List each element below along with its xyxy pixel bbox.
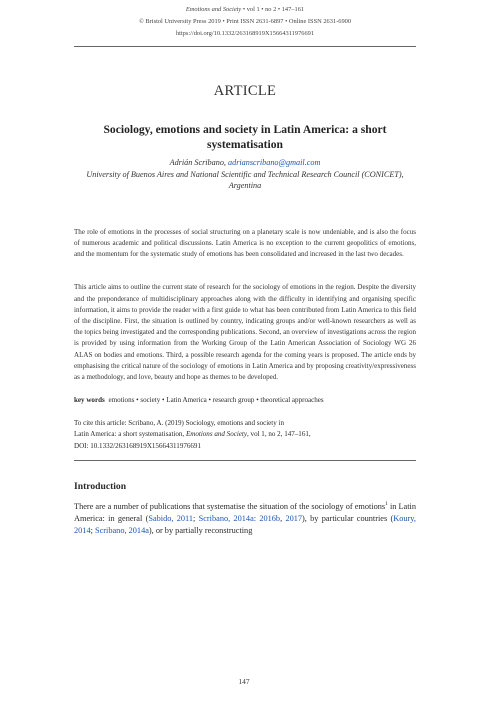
author-block [74,157,416,192]
citation-divider [74,460,416,461]
citation-doi[interactable]: DOI: 10.1332/263168919X15664311976691 [74,441,201,450]
publisher-line: © Bristol University Press 2019 • Print ISSN 2631-6897 • Online ISSN 2631-6900 [138,18,352,25]
ref-koury-2014[interactable]: Koury, 2014 [74,513,416,535]
citation-journal: Emotions and Society [185,430,248,439]
footnote-ref[interactable]: 1 [385,500,388,507]
citation-block [74,418,416,452]
author-line [74,157,416,169]
author-affiliation: University of Buenos Aires and National Scientific and Technical Research Council (CONICET), Argentina [86,169,404,191]
intro-text: ; [90,526,95,535]
abstract-paragraph: This article aims to outline the current state of research for the sociology of emotions in the region. Despite the diversity and the preponderance of multidisciplinary approaches along with the difficulty in identifying and organising specific information, it aims to provide the reader with a first guide to what has been contributed from Latin America to this field of the discipline. First, the situation is outlined by country, indicating groups and/or well-known researchers as well as the topics being investigated and the corresponding publications. Second, an overview of investigations across the region is provided by using information from the Working Group of the Latin American Association of Sociology WG 26 ALAS on bodies and emotions. Third, a possible research agenda for the coming years is proposed. The article ends by emphasising the critical nature of the sociology of emotions in Latin America and by proposing creativity/expressiveness as a methodology, and love, beauty and hope as themes to be developed. [74,283,416,382]
article-page [74,0,416,537]
ref-sabido-2011[interactable]: Sabido, 2011 [148,513,194,523]
intro-text: , [280,513,286,523]
intro-text: ), or by partially reconstructing [148,526,253,535]
summary-paragraph: The role of emotions in the processes of social structuring on a planetary scale is now undeniable, and is also the focus of numerous academic and political discussions. Latin America is no exception to the current geopolitics of emotions, and the momentum for the systematic study of emotions has been consolidated and increased in the last two decades. [74,227,416,259]
keywords-list: emotions • society • Latin America • research group • theoretical approaches [108,396,324,405]
journal-name: Emotions and Society [185,6,242,13]
header-divider [74,46,416,47]
ref-scribano-2017[interactable]: 2017 [285,513,303,523]
ref-scribano-2014a[interactable]: Scribano, 2014a [94,526,149,535]
section-heading-introduction: Introduction [74,480,127,492]
citation-line-2 [74,429,416,440]
article-label: ARTICLE [213,83,277,99]
author-name: Adrián Scribano, [169,158,226,167]
citation-volume: , vol 1, no 2, 147–161, [247,430,311,439]
intro-text: ), by particular countries ( [302,513,394,523]
citation-line-1: To cite this article: Scribano, A. (2019) Sociology, emotions and society in [74,419,285,428]
running-header [74,4,416,40]
intro-text: in Latin America: in general ( [74,501,416,523]
doi-url[interactable]: https://doi.org/10.1332/263168919X15664311976691 [175,30,315,37]
author-email-link[interactable]: adrianscribano@gmail.com [228,158,321,167]
introduction-paragraph [74,498,416,537]
article-title [74,122,416,152]
intro-text: There are a number of publications that systematise the situation of the sociology of emotions [74,501,386,511]
keywords-line [74,395,416,406]
keywords-label: key words [74,396,105,405]
intro-text: ; [193,513,199,523]
citation-title: Latin America: a short systematisation, [74,430,186,439]
journal-line [74,4,416,16]
article-title-text: Sociology, emotions and society in Latin America: a short systematisation [103,123,387,151]
ref-scribano-2014a-2016b[interactable]: Scribano, 2014a: 2016b [198,513,281,523]
page-number: 147 [238,677,250,686]
issue-info: • vol 1 • no 2 • 147–161 [241,6,305,13]
